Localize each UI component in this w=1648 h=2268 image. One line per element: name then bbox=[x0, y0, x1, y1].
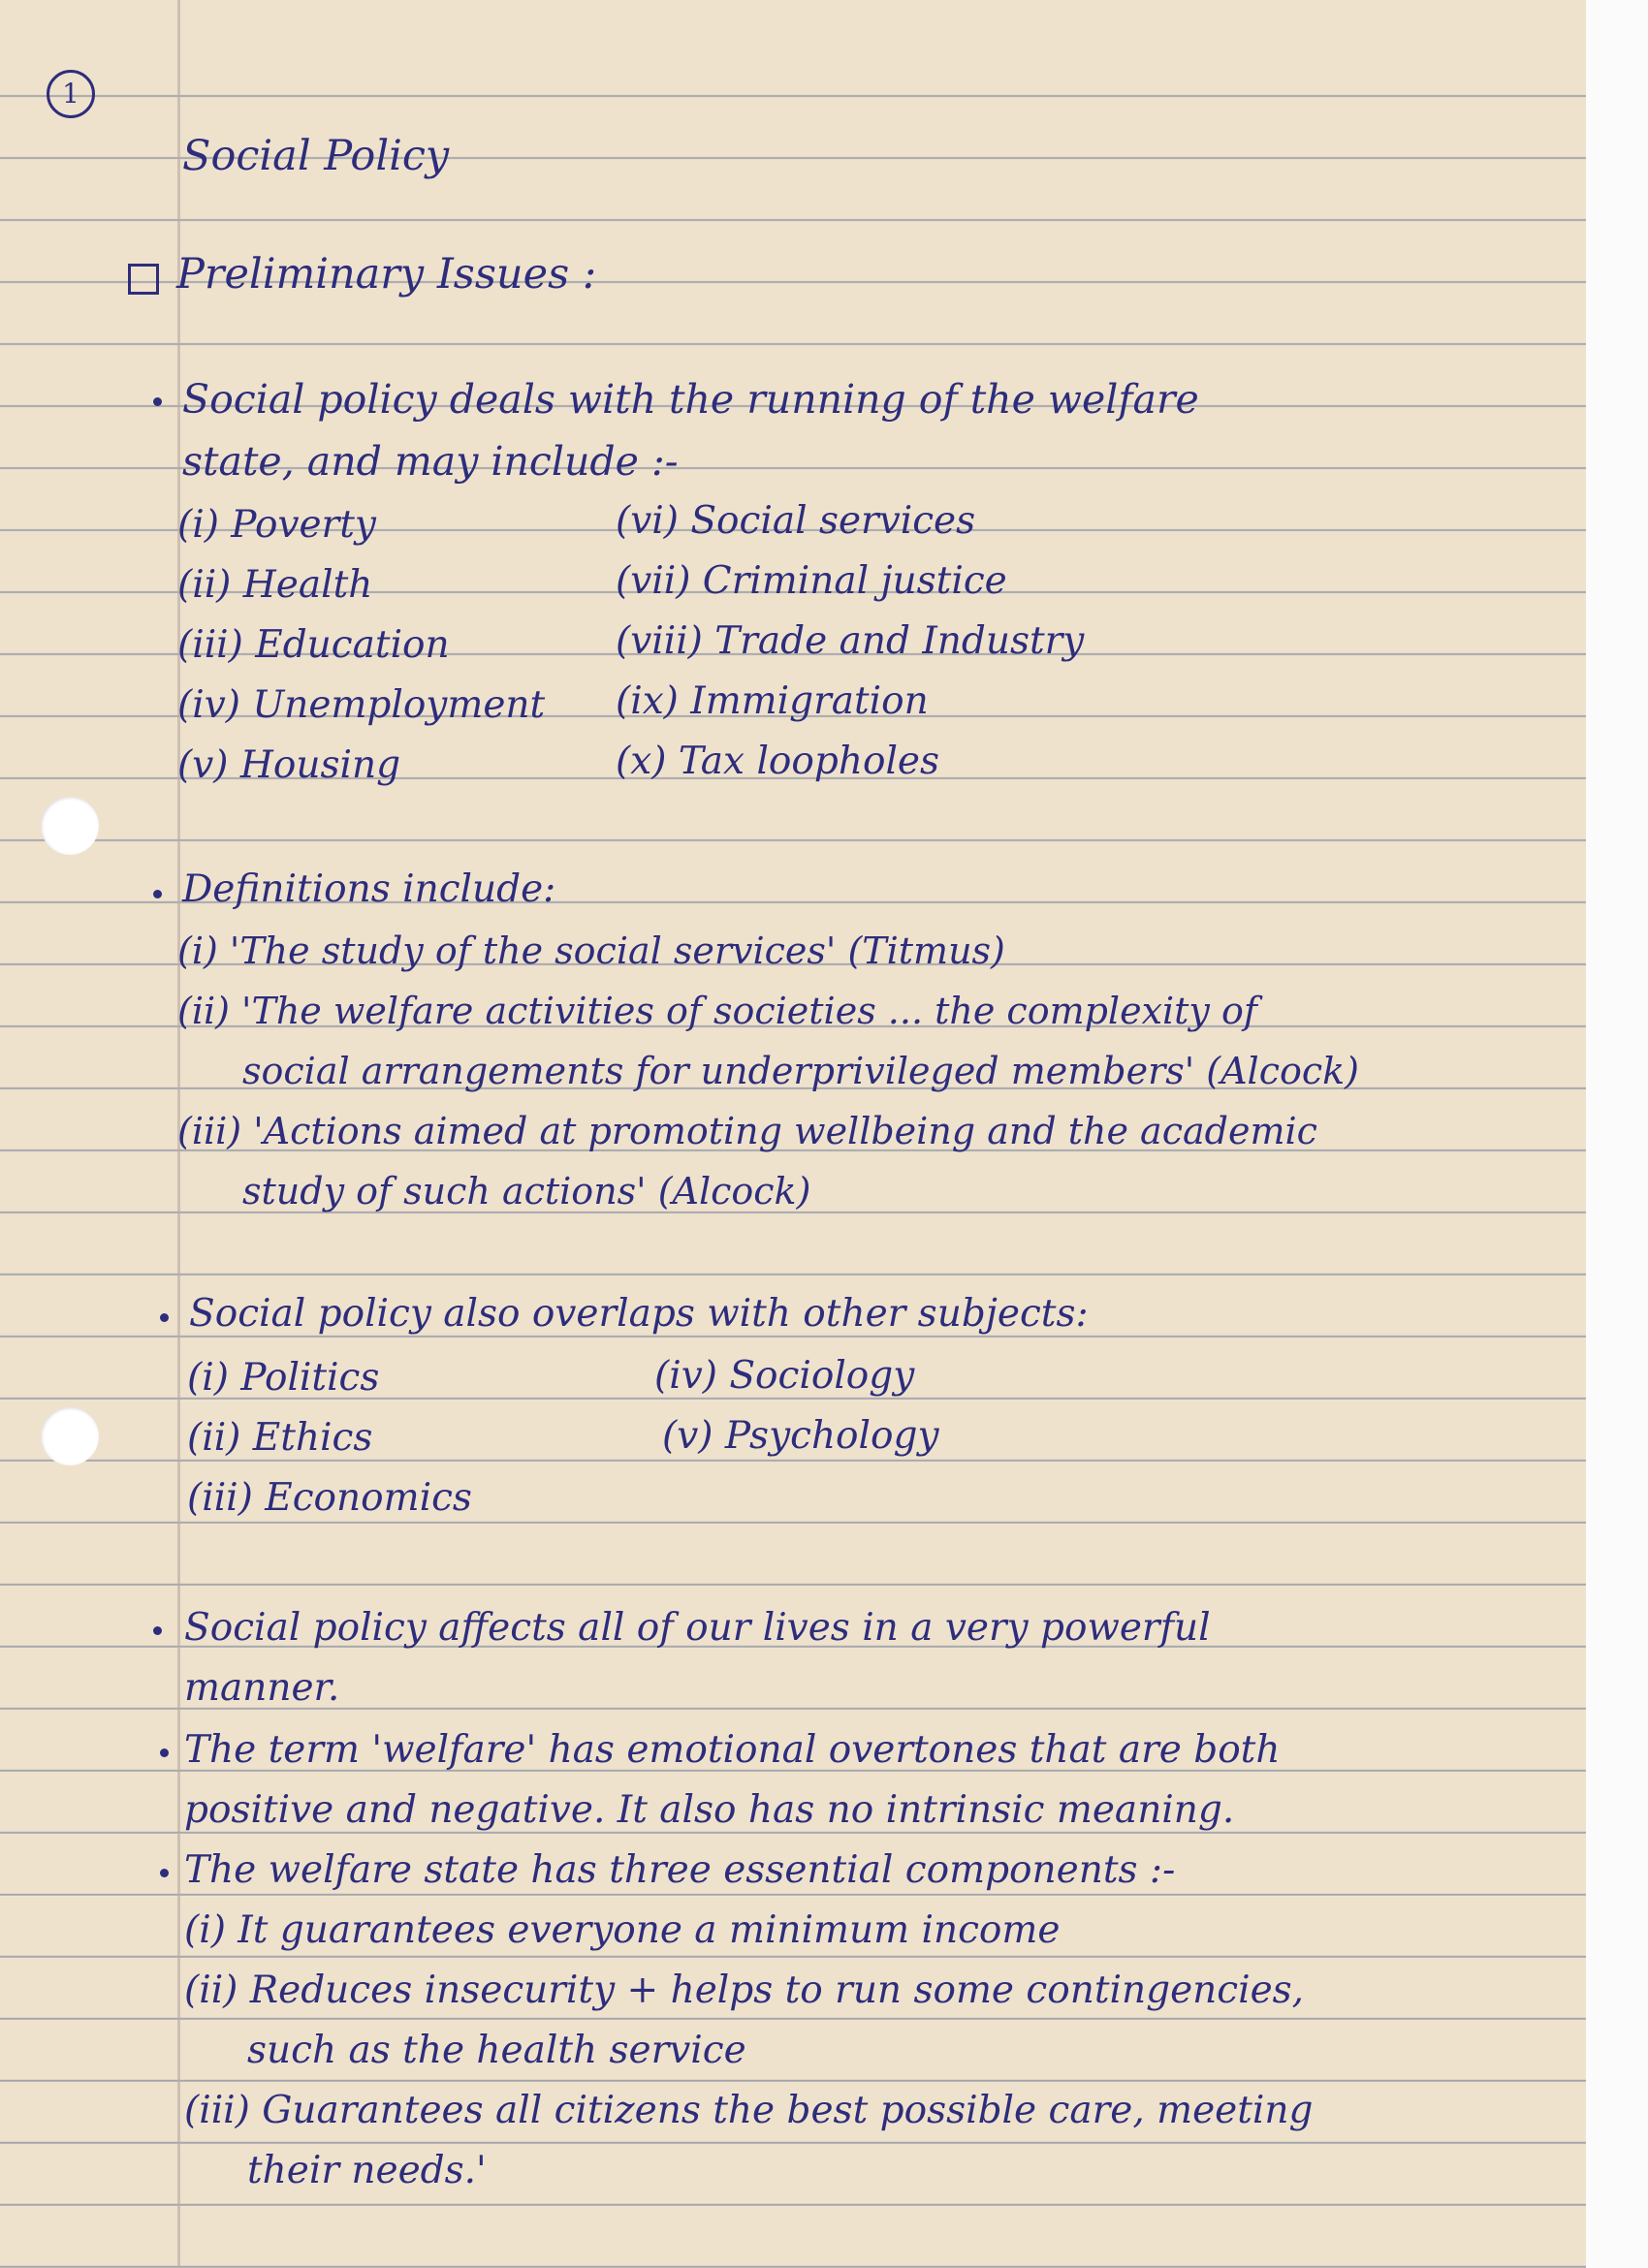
list-item: (ix) Immigration bbox=[616, 679, 929, 723]
scan-margin bbox=[1586, 0, 1648, 2268]
list-item: (vi) Social services bbox=[616, 499, 976, 543]
list-item: (iii) Education bbox=[177, 623, 450, 667]
list-item: (v) Housing bbox=[177, 743, 401, 787]
list-item: (iii) Economics bbox=[187, 1476, 472, 1520]
note-line: Social policy affects all of our lives in a very powerful bbox=[184, 1606, 1211, 1650]
section-heading: Preliminary Issues : bbox=[176, 250, 597, 299]
note-line: social arrangements for underprivileged members' (Alcock) bbox=[242, 1050, 1359, 1092]
note-line: The welfare state has three essential components :- bbox=[184, 1848, 1176, 1892]
bullet-icon bbox=[160, 1313, 169, 1322]
bullet-icon bbox=[160, 1748, 169, 1757]
note-line: Social policy deals with the running of the welfare bbox=[182, 376, 1199, 423]
note-line: study of such actions' (Alcock) bbox=[242, 1170, 811, 1213]
note-line: The term 'welfare' has emotional overtones that are both bbox=[184, 1728, 1281, 1772]
punch-hole bbox=[41, 797, 99, 855]
note-line: Definitions include: bbox=[182, 867, 556, 911]
note-line: such as the health service bbox=[247, 2029, 746, 2072]
note-line: (ii) Reduces insecurity + helps to run some contingencies, bbox=[184, 1969, 1305, 2012]
list-item: (iv) Unemployment bbox=[177, 683, 546, 727]
bullet-icon bbox=[160, 1869, 169, 1877]
list-item: (x) Tax loopholes bbox=[616, 740, 940, 783]
list-item: (vii) Criminal justice bbox=[616, 559, 1007, 603]
bullet-icon bbox=[153, 397, 162, 406]
bullet-icon bbox=[153, 1626, 162, 1635]
page-number: 1 bbox=[47, 70, 95, 118]
bullet-icon bbox=[153, 890, 162, 898]
list-item: (ii) Ethics bbox=[187, 1416, 373, 1460]
note-line: their needs.' bbox=[247, 2149, 487, 2192]
note-line: positive and negative. It also has no intrinsic meaning. bbox=[184, 1788, 1235, 1832]
list-item: (iv) Sociology bbox=[654, 1354, 915, 1398]
note-line: (iii) 'Actions aimed at promoting wellbeing and the academic bbox=[177, 1110, 1317, 1152]
note-line: (iii) Guarantees all citizens the best possible care, meeting bbox=[184, 2089, 1314, 2132]
list-item: (viii) Trade and Industry bbox=[616, 619, 1085, 663]
page-title: Social Policy bbox=[182, 132, 450, 180]
note-line: (ii) 'The welfare activities of societies ... the complexity of bbox=[177, 990, 1257, 1032]
list-item: (v) Psychology bbox=[662, 1414, 939, 1458]
note-line: manner. bbox=[184, 1666, 340, 1710]
note-line: Social policy also overlaps with other subjects: bbox=[189, 1292, 1089, 1336]
note-line: state, and may include :- bbox=[182, 438, 679, 485]
checkbox-icon bbox=[128, 264, 159, 295]
list-item: (ii) Health bbox=[177, 563, 373, 607]
list-item: (i) Poverty bbox=[177, 503, 376, 547]
note-line: (i) It guarantees everyone a minimum income bbox=[184, 1908, 1061, 1952]
list-item: (i) Politics bbox=[187, 1356, 380, 1400]
punch-hole bbox=[41, 1407, 99, 1465]
note-line: (i) 'The study of the social services' (Titmus) bbox=[177, 929, 1005, 972]
